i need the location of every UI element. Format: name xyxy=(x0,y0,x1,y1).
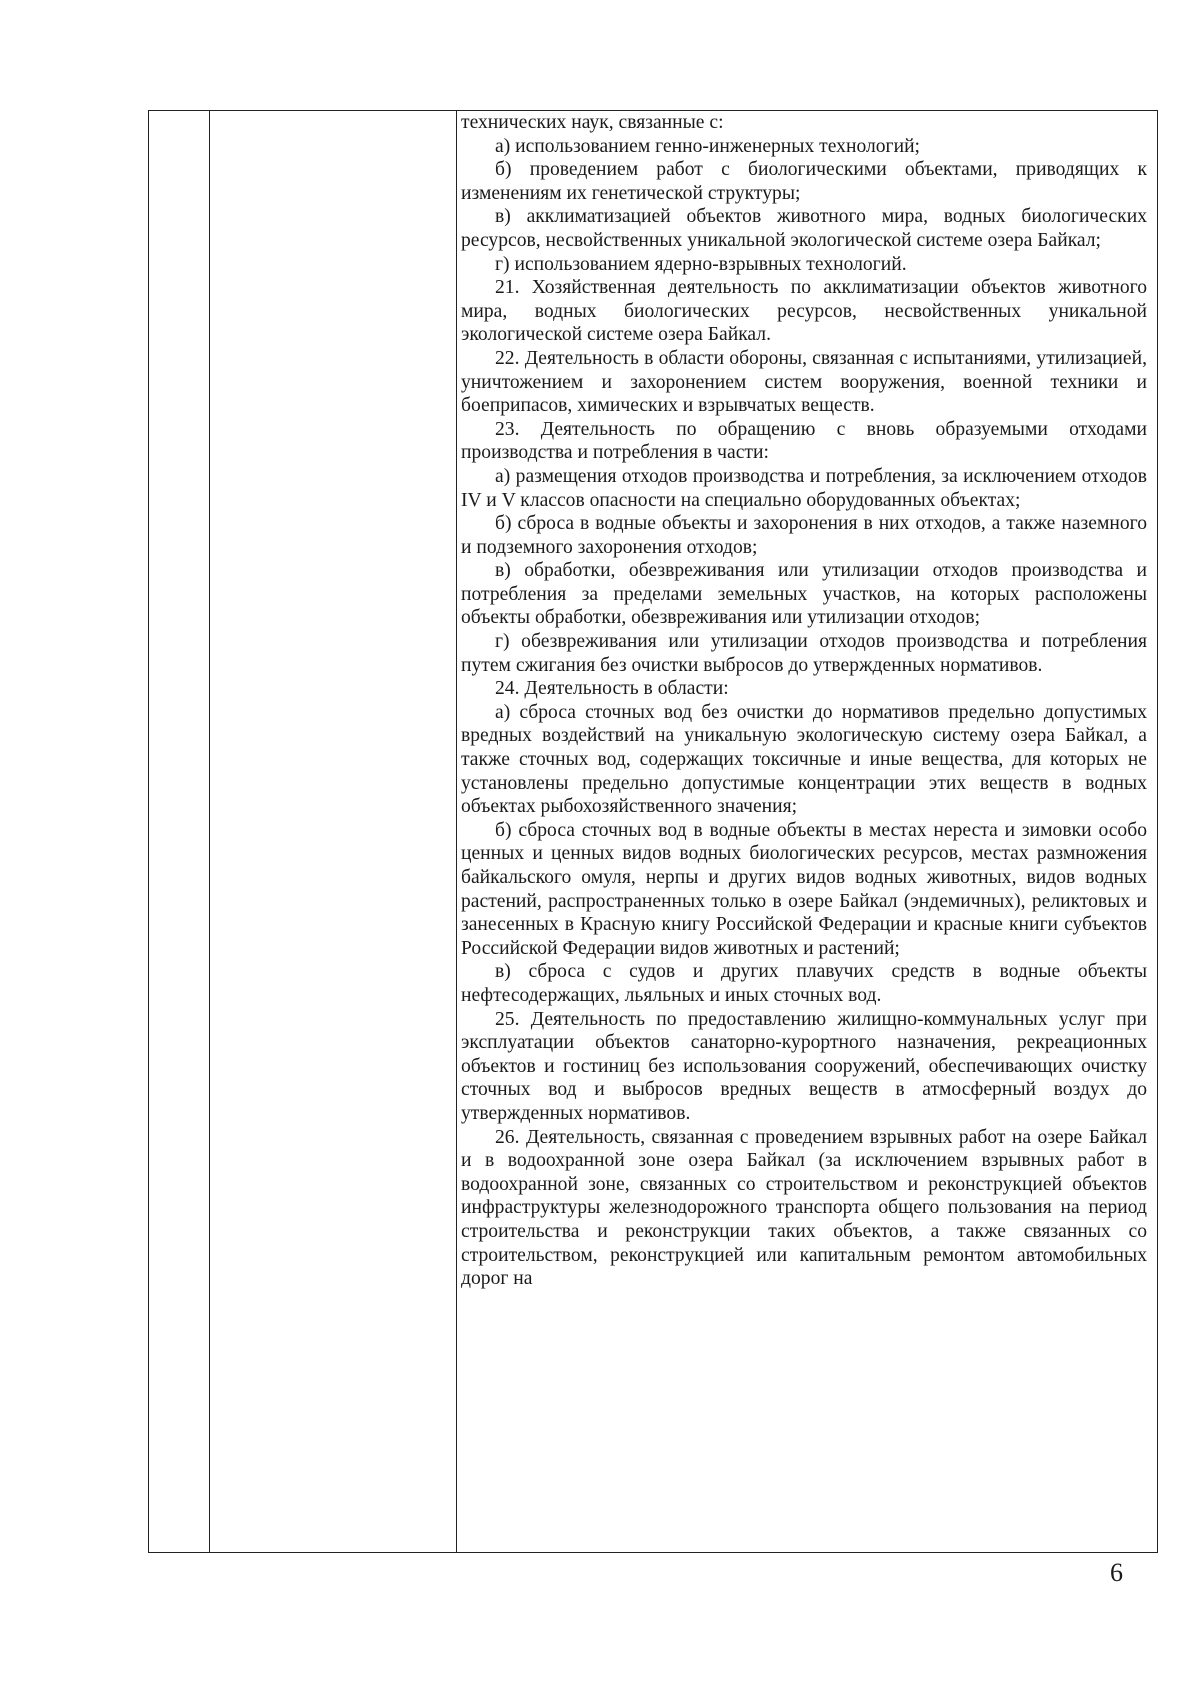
table-text-cell xyxy=(461,111,1147,1552)
table-column-divider-2 xyxy=(456,111,457,1552)
paragraph: г) обезвреживания или утилизации отходов производства и потребления путем сжигания без очистки выбросов до утвержденных нормативов. xyxy=(461,631,1147,676)
document-table xyxy=(148,110,1158,1553)
paragraph: г) использованием ядерно-взрывных технологий. xyxy=(495,253,907,275)
paragraph: а) использованием генно-инженерных технологий; xyxy=(495,135,921,157)
paragraph: б) проведением работ с биологическими объектами, приводящих к изменениям их генетической структуры; xyxy=(461,159,1147,204)
table-column-divider-1 xyxy=(209,111,210,1552)
paragraph: технических наук, связанные с: xyxy=(461,112,724,133)
paragraph: а) сброса сточных вод без очистки до нормативов предельно допустимых вредных воздействий на уникальную экологическую систему озера Байкал, а также сточных вод, содержащих токсичные и иные вещества, для которых не установлены предельно допустимые концентрации этих веществ в водных объектах рыбохозяйственного значения; xyxy=(461,701,1147,818)
paragraph: в) сброса с судов и других плавучих средств в водные объекты нефтесодержащих, льяльных и иных сточных вод. xyxy=(461,961,1147,1006)
paragraph: 21. Хозяйственная деятельность по акклиматизации объектов животного мира, водных биологических ресурсов, несвойственных уникальной экологической системе озера Байкал. xyxy=(461,277,1147,346)
paragraph: 24. Деятельность в области: xyxy=(495,678,729,700)
paragraph: в) акклиматизацией объектов животного мира, водных биологических ресурсов, несвойственных уникальной экологической системе озера Байкал; xyxy=(461,206,1147,251)
paragraph: б) сброса сточных вод в водные объекты в местах нереста и зимовки особо ценных и ценных видов водных биологических ресурсов, местах размножения байкальского омуля, нерпы и других видов водных животных, видов водных растений, распространенных только в озере Байкал (эндемичных), реликтовых и занесенных в Красную книгу Российской Федерации и красные книги субъектов Российской Федерации видов животных и растений; xyxy=(461,819,1147,959)
paragraph: 23. Деятельность по обращению с вновь образуемыми отходами производства и потребления в части: xyxy=(461,418,1147,464)
page-number: 6 xyxy=(1110,1558,1123,1587)
paragraph: 22. Деятельность в области обороны, связанная с испытаниями, утилизацией, уничтожением и захоронением систем вооружения, военной техники и боеприпасов, химических и взрывчатых веществ. xyxy=(461,347,1147,417)
paragraph: а) размещения отходов производства и потребления, за исключением отходов IV и V классов опасности на специально оборудованных объектах; xyxy=(461,465,1147,511)
paragraph: б) сброса в водные объекты и захоронения в них отходов, а также наземного и подземного захоронения отходов; xyxy=(461,513,1147,558)
paragraph: 25. Деятельность по предоставлению жилищно-коммунальных услуг при эксплуатации объектов санаторно-курортного назначения, рекреационных объектов и гостиниц без использования сооружений, обеспечивающих очистку сточных вод и выбросов вредных веществ в атмосферный воздух до утвержденных нормативов. xyxy=(461,1008,1147,1124)
paragraph: в) обработки, обезвреживания или утилизации отходов производства и потребления за пределами земельных участков, на которых расположены объекты обработки, обезвреживания или утилизации отходов; xyxy=(461,560,1147,629)
paragraph: 26. Деятельность, связанная с проведением взрывных работ на озере Байкал и в водоохранной зоне озера Байкал (за исключением взрывных работ в водоохранной зоне, связанных со строительством и реконструкцией объектов инфраструктуры железнодорожного транспорта общего пользования на период строительства и реконструкции таких объектов, а также связанных со строительством, реконструкцией или капитальным ремонтом автомобильных дорог на xyxy=(461,1126,1147,1290)
